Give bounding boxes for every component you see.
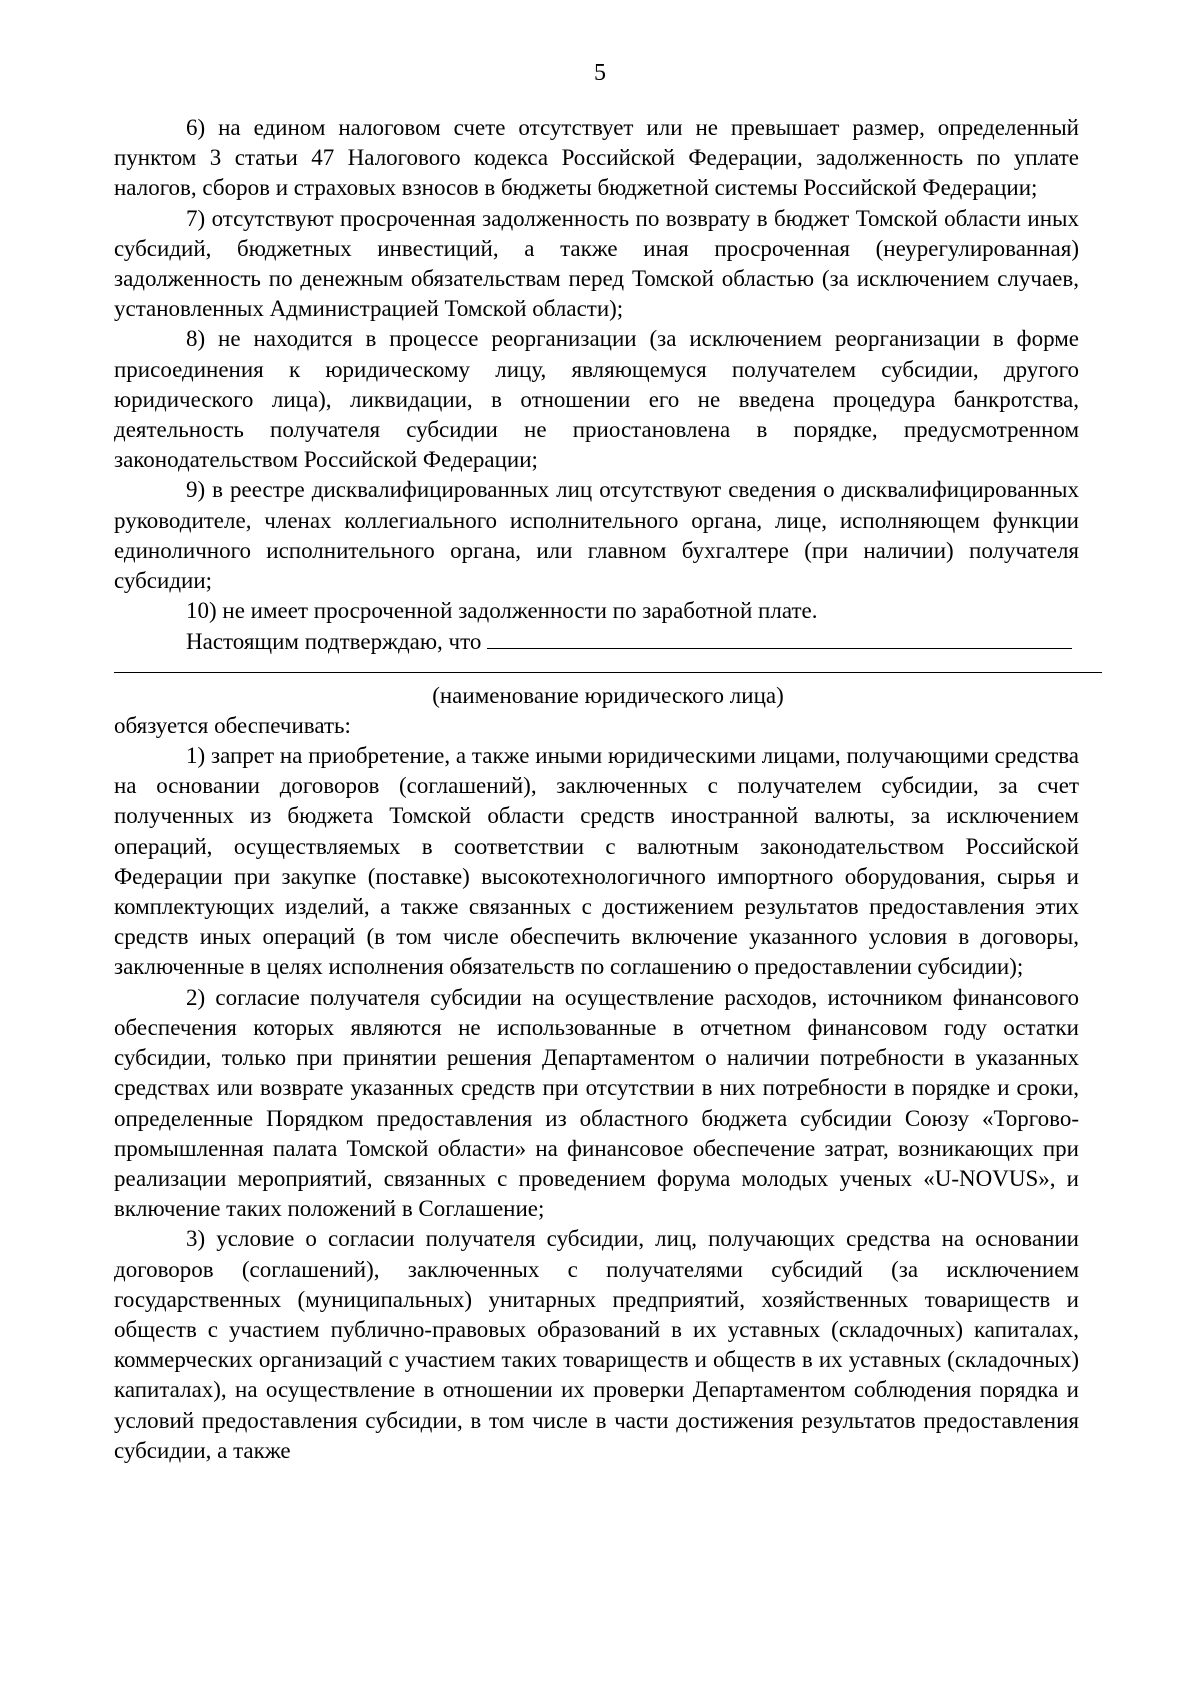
obligation-item-2: 2) согласие получателя субсидии на осуществление расходов, источником финансового обеспечения которых являются не использованные в отчетном финансовом году остатки субсидии, только при принятии решения Департаментом о наличии потребности в указанных средствах или возврате указанных средств при отсутствии в них потребности в порядке и сроки, определенные Порядком предоставления из областного бюджета субсидии Союзу «Торгово-промышленная палата Томской области» на финансовое обеспечение затрат, возникающих при реализации мероприятий, связанных с проведением форума молодых ученых «U-NOVUS», и включение таких положений в Соглашение; [114, 984, 1079, 1222]
obligation-item-3: 3) условие о согласии получателя субсидии, лиц, получающих средства на основании договоров (соглашений), заключенных с получателями субсидий (за исключением государственных (муниципальных) унитарных предприятий, хозяйственных товариществ и обществ с участием публично-правовых образований в их уставных (складочных) капиталах, коммерческих организаций с участием таких товариществ и обществ в их уставных (складочных) капиталах), на осуществление в отношении их проверки Департаментом соблюдения порядка и условий предоставления субсидии, в том числе в части достижения результатов предоставления субсидии, а также [114, 1226, 1079, 1463]
confirmation-text: Настоящим подтверждаю, что [186, 629, 482, 655]
confirmation-line [114, 626, 1079, 657]
obligation-intro: обязуется обеспечивать: [114, 712, 351, 738]
entity-name-blank [487, 626, 1072, 649]
page-number: 5 [594, 60, 606, 86]
paragraph-item-10: 10) не имеет просроченной задолженности по заработной плате. [186, 598, 818, 624]
entity-name-blank-line [114, 658, 1102, 673]
entity-name-caption: (наименование юридического лица) [432, 682, 784, 708]
obligation-item-1: 1) запрет на приобретение, а также иными юридическими лицами, получающими средства на основании договоров (соглашений), заключенных с получателем субсидии, за счет полученных из бюджета Томской области средств иностранной валюты, за исключением операций, осуществляемых в соответствии с валютным законодательством Российской Федерации при закупке (поставке) высокотехнологичного импортного оборудования, сырья и комплектующих изделий, а также связанных с достижением результатов предоставления этих средств иных операций (в том числе обеспечить включение указанного условия в договоры, заключенные в целях исполнения обязательств по соглашению о предоставлении субсидии); [114, 743, 1079, 980]
paragraph-item-9: 9) в реестре дисквалифицированных лиц отсутствуют сведения о дисквалифицированных руководителе, членах коллегиального исполнительного органа, лице, исполняющем функции единоличного исполнительного органа, или главном бухгалтере (при наличии) получателя субсидии; [114, 477, 1079, 594]
paragraph-item-8: 8) не находится в процессе реорганизации (за исключением реорганизации в форме присоединения к юридическому лицу, являющемуся получателем субсидии, другого юридического лица), ликвидации, в отношении его не введена процедура банкротства, деятельность получателя субсидии не приостановлена в порядке, предусмотренном законодательством Российской Федерации; [114, 326, 1079, 473]
document-body [114, 113, 1079, 1466]
paragraph-item-6: 6) на едином налоговом счете отсутствует или не превышает размер, определенный пунктом 3 статьи 47 Налогового кодекса Российской Федерации, задолженность по уплате налогов, сборов и страховых взносов в бюджеты бюджетной системы Российской Федерации; [114, 115, 1079, 201]
paragraph-item-7: 7) отсутствуют просроченная задолженность по возврату в бюджет Томской области иных субсидий, бюджетных инвестиций, а также иная просроченная (неурегулированная) задолженность по денежным обязательствам перед Томской областью (за исключением случаев, установленных Администрацией Томской области); [114, 205, 1079, 322]
